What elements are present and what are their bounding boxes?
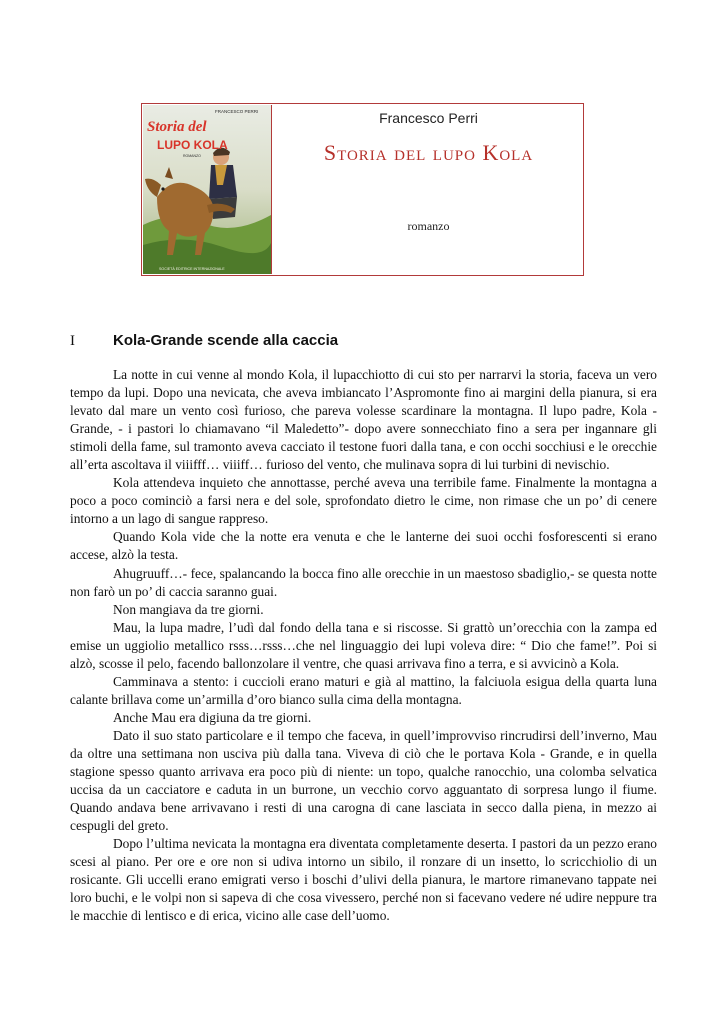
paragraph: Ahugruuff…- fece, spalancando la bocca fino alle orecchie in un maestoso sbadiglio,- se questa notte non farò un po’ di caccia saranno guai. — [70, 565, 657, 599]
cover-publisher: SOCIETÀ EDITRICE INTERNAZIONALE — [159, 267, 225, 271]
cover-title-line2: LUPO KOLA — [157, 138, 228, 152]
author-name: Francesco Perri — [379, 110, 478, 126]
paragraph: La notte in cui venne al mondo Kola, il lupacchiotto di cui sto per narrarvi la storia, faceva un vero tempo da lupi. Dopo una nevicata, che aveva imbiancato l’Aspromonte fino ai margini della pianura, si era levato dal mare un vento così furioso, che pareva volesse scardinare la montagna. Il lupo padre, Kola - Grande, - i pastori lo chiamavano “il Maledetto”- dopo avere sonnecchiato fino a sera per ingannare gli stimoli della fame, sul tramonto aveva cacciato il testone fuori dalla tana, e con occhi socchiusi e le orecchie all’erta ascoltava il viiifff… viiiff… furioso del vento, che mulinava sopra di lui turbini di nevischio. — [70, 367, 657, 473]
paragraph: Non mangiava da tre giorni. — [113, 601, 264, 617]
paragraph: Anche Mau era digiuna da tre giorni. — [113, 709, 312, 725]
paragraph: Kola attendeva inquieto che annottasse, perché aveva una terribile fame. Finalmente la montagna a poco a poco cominciò a farsi nera e del sole, sprofondato dietro le cime, non rimase che un po’ di cenere intorno a un lago di sangue rappreso. — [70, 475, 657, 527]
paragraph: Dopo l’ultima nevicata la montagna era diventata completamente deserta. I pastori da un pezzo erano scesi al piano. Per ore e ore non si udiva intorno un sibilo, il ronzare di un insetto, lo scricchiolio di un rosicante. Gli uccelli erano emigrati verso i boschi d’ulivi della pianura, le martore rimanevano tappate nei loro buchi, e le volpi non si sapeva di che cosa vivessero, perché non si facevano vedere né udire neppure tra le macchie di lentisco e di erica, vicino alle case dell’uomo. — [70, 836, 657, 924]
paragraph: Mau, la lupa madre, l’udì dal fondo della tana e si riscosse. Si grattò un’orecchia con la zampa ed emise un uggiolio metallico rsss…rsss…che nel linguaggio dei lupi voleva dire: “ Dio che fame!”. Poi si alzò, scosse il pelo, facendo ballonzolare il ventre, che quasi arrivava fino a terra, e si avvicinò a Kola. — [70, 619, 657, 671]
cover-top-label: FRANCESCO PERRI — [215, 109, 259, 114]
book-cover-image — [143, 105, 272, 274]
paragraph: Dato il suo stato particolare e il tempo che faceva, in quell’improvviso rincrudirsi dell’inverno, Mau da oltre una settimana non usciva più dalla tana. Viveva di ciò che le portava Kola - Grande, e in quella stagione spesso quanto arrivava era poco più di niente: un topo, qualche ranocchio, una colomba selvatica uccisa da un cacciatore e caduta in un burrone, un vecchio corvo agguantato di sorpresa lungo il fiume. Quando andava bene arrivavano i resti di una carogna di cane lasciata in secco dalla piena, in mezzo ai cespugli del greto. — [70, 727, 657, 834]
paragraph: Camminava a stento: i cuccioli erano maturi e già al mattino, la falciuola esigua della quarta luna calante brillava come un’armilla d’oro bianco sulla cima della montagna. — [70, 673, 657, 707]
chapter-title: Kola-Grande scende alla caccia — [113, 332, 339, 349]
cover-title-line1: Storia del — [147, 119, 207, 135]
book-title: Storia del lupo Kola — [323, 140, 534, 165]
title-box — [141, 103, 584, 276]
chapter-body — [70, 366, 657, 925]
cover-subtitle: ROMANZO — [183, 154, 201, 158]
paragraph: Quando Kola vide che la notte era venuta e che le lanterne dei suoi occhi fosforescenti si erano accese, alzò la testa. — [70, 529, 657, 563]
chapter-number: I — [70, 333, 75, 349]
book-genre: romanzo — [407, 219, 450, 233]
